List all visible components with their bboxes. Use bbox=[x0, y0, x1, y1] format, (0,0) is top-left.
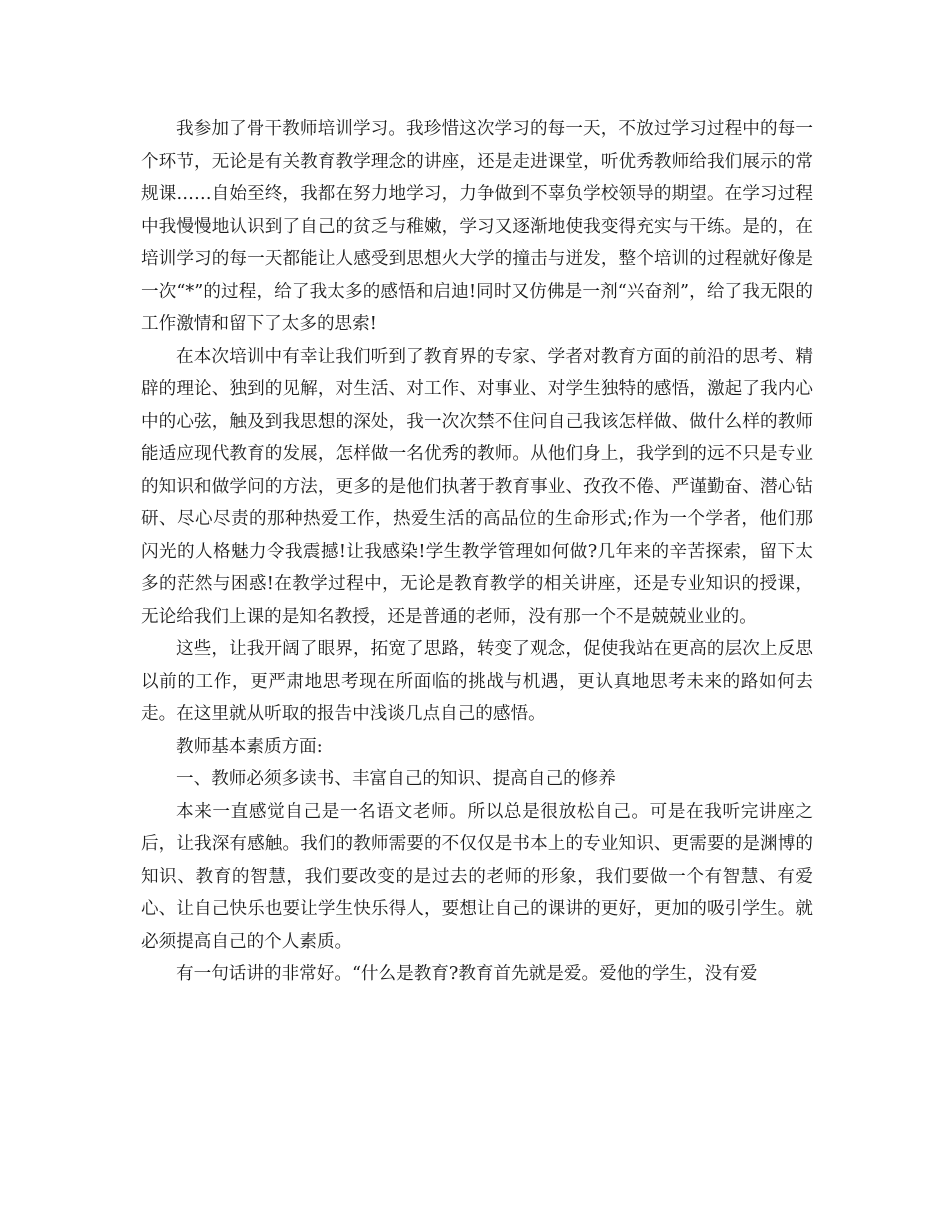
paragraph-self-reflection: 本来一直感觉自己是一名语文老师。所以总是很放松自己。可是在我听完讲座之后，让我深有感触。我们的教师需要的不仅仅是书本上的专业知识、更需要的是渊博的知识、教育的智慧，我们要改变的是过去的老师的形象，我们要做一个有智慧、有爱心、让自己快乐也要让学生快乐得人，要想让自己的课讲的更好，更加的吸引学生。就必须提高自己的个人素质。 bbox=[141, 801, 813, 952]
subheading-read-more: 一、教师必须多读书、丰富自己的知识、提高自己的修养 bbox=[176, 769, 616, 789]
paragraph-education-is-love: 有一句话讲的非常好。“什么是教育?教育首先就是爱。爱他的学生，没有爱 bbox=[176, 964, 758, 984]
paragraph-horizons: 这些，让我开阔了眼界，拓宽了思路，转变了观念，促使我站在更高的层次上反思以前的工作，更严肃地思考现在所面临的挑战与机遇，更认真地思考未来的路如何去走。在这里就从听取的报告中浅谈几点自己的感悟。 bbox=[141, 639, 813, 724]
document-body bbox=[141, 113, 813, 991]
paragraph-training-intro: 我参加了骨干教师培训学习。我珍惜这次学习的每一天，不放过学习过程中的每一个环节，无论是有关教育教学理念的讲座，还是走进课堂，听优秀教师给我们展示的常规课……自始至终，我都在努力地学习，力争做到不辜负学校领导的期望。在学习过程中我慢慢地认识到了自己的贫乏与稚嫩，学习又逐渐地使我变得充实与干练。是的，在培训学习的每一天都能让人感受到思想火大学的撞击与迸发，整个培训的过程就好像是一次“*”的过程，给了我太多的感悟和启迪!同时又仿佛是一剂“兴奋剂”，给了我无限的工作激情和留下了太多的思索! bbox=[141, 119, 813, 334]
section-heading-basic-quality: 教师基本素质方面: bbox=[176, 736, 323, 757]
paragraph-experts: 在本次培训中有幸让我们听到了教育界的专家、学者对教育方面的前沿的思考、精辟的理论、独到的见解，对生活、对工作、对事业、对学生独特的感悟，激起了我内心中的心弦，触及到我思想的深处，我一次次禁不住问自己我该怎样做、做什么样的教师能适应现代教育的发展，怎样做一名优秀的教师。从他们身上，我学到的远不只是专业的知识和做学问的方法，更多的是他们执著于教育事业、孜孜不倦、严谨勤奋、潜心钻研、尽心尽责的那种热爱工作，热爱生活的高品位的生命形式;作为一个学者，他们那闪光的人格魅力令我震撼!让我感染!学生教学管理如何做?几年来的辛苦探索，留下太多的茫然与困惑!在教学过程中，无论是教育教学的相关讲座，还是专业知识的授课，无论给我们上课的是知名教授，还是普通的老师，没有那一个不是兢兢业业的。 bbox=[141, 346, 813, 627]
